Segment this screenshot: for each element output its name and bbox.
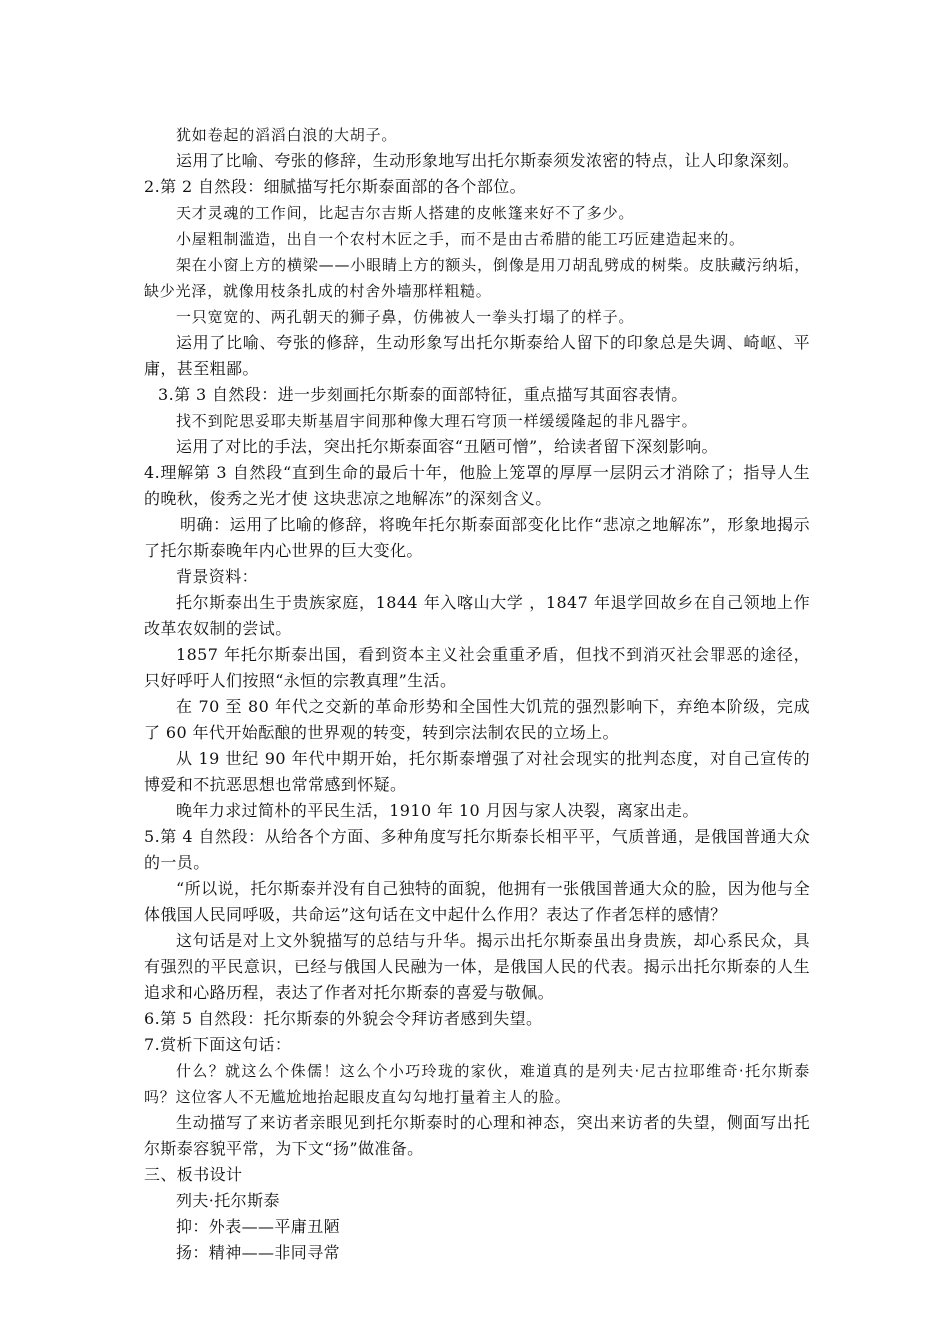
body-paragraph: 运用了对比的手法，突出托尔斯泰面容“丑陋可憎”，给读者留下深刻影响。 [176, 437, 718, 456]
body-paragraph: “所以说，托尔斯泰并没有自己独特的面貌，他拥有一张俄国普通大众的脸，因为他与全体俄国人民同呼吸，共命运”这句话在文中起什么作用？表达了作者怎样的感情？ [144, 879, 810, 924]
quoted-passage: 找不到陀思妥耶夫斯基眉宇间那种像大理石穹顶一样缓缓隆起的非凡器宇。 [176, 412, 698, 430]
quoted-passage: 一只宽宽的、两孔朝天的狮子鼻，仿佛被人一拳头打塌了的样子。 [176, 308, 635, 326]
body-paragraph: 这句话是对上文外貌描写的总结与升华。揭示出托尔斯泰虽出身贵族，却心系民众，具有强烈的平民意识，已经与俄国人民融为一体，是俄国人民的代表。揭示出托尔斯泰的人生追求和心路历程，表达了作者对托尔斯泰的喜爱与敬佩。 [144, 931, 810, 1002]
body-paragraph: 晚年力求过简朴的平民生活，1910 年 10 月因与家人决裂，离家出走。 [176, 801, 699, 820]
section-heading: 6.第 5 自然段：托尔斯泰的外貌会令拜访者感到失望。 [144, 1009, 543, 1028]
section-heading: 4.理解第 3 自然段“直到生命的最后十年，他脸上笼罩的厚厚一层阴云才消除了；指导人生的晚秋，俊秀之光才使 这块悲凉之地解冻”的深刻含义。 [144, 463, 810, 508]
body-paragraph: 在 70 至 80 年代之交新的革命形势和全国性大饥荒的强烈影响下，弃绝本阶级，完成了 60 年代开始酝酿的世界观的转变，转到宗法制农民的立场上。 [144, 697, 810, 742]
quoted-passage: 什么？就这么个侏儒！这么个小巧玲珑的家伙，难道真的是列夫·尼古拉耶维奇·托尔斯泰吗？这位客人不无尴尬地抬起眼皮直勾勾地打量着主人的脸。 [144, 1062, 810, 1106]
body-paragraph: 扬：精神——非同寻常 [176, 1243, 341, 1262]
body-paragraph: 托尔斯泰出生于贵族家庭，1844 年入喀山大学 ，1847 年退学回故乡在自己领地上作改革农奴制的尝试。 [144, 593, 810, 638]
body-paragraph: 背景资料： [176, 567, 259, 586]
section-heading: 3.第 3 自然段：进一步刻画托尔斯泰的面部特征，重点描写其面容表情。 [158, 385, 688, 404]
body-paragraph: 生动描写了来访者亲眼见到托尔斯泰时的心理和神态，突出来访者的失望，侧面写出托尔斯泰容貌平常，为下文“扬”做准备。 [144, 1113, 810, 1158]
quoted-passage: 小屋粗制滥造，出自一个农村木匠之手，而不是由古希腊的能工巧匠建造起来的。 [176, 230, 745, 248]
body-paragraph: 运用了比喻、夸张的修辞，生动形象地写出托尔斯泰须发浓密的特点，让人印象深刻。 [176, 151, 800, 170]
body-paragraph: 从 19 世纪 90 年代中期开始，托尔斯泰增强了对社会现实的批判态度，对自己宣传的博爱和不抗恶思想也常常感到怀疑。 [144, 749, 810, 794]
section-heading: 三、板书设计 [144, 1165, 243, 1184]
quoted-passage: 犹如卷起的滔滔白浪的大胡子。 [176, 126, 398, 144]
quoted-passage: 天才灵魂的工作间，比起吉尔吉斯人搭建的皮帐篷来好不了多少。 [176, 204, 635, 222]
body-paragraph: 运用了比喻、夸张的修辞，生动形象写出托尔斯泰给人留下的印象总是失调、崎岖、平庸，甚至粗鄙。 [144, 333, 810, 378]
body-paragraph: 1857 年托尔斯泰出国，看到资本主义社会重重矛盾，但找不到消灭社会罪恶的途径，只好呼吁人们按照“永恒的宗教真理”生活。 [144, 645, 810, 690]
body-paragraph: 抑：外表——平庸丑陋 [176, 1217, 341, 1236]
section-heading: 5.第 4 自然段：从给各个方面、多种角度写托尔斯泰长相平平，气质普通，是俄国普通大众的一员。 [144, 827, 810, 872]
body-paragraph: 明确：运用了比喻的修辞，将晚年托尔斯泰面部变化比作“悲凉之地解冻”，形象地揭示了托尔斯泰晚年内心世界的巨大变化。 [144, 515, 810, 560]
section-heading: 2.第 2 自然段：细腻描写托尔斯泰面部的各个部位。 [144, 177, 527, 196]
body-paragraph: 列夫·托尔斯泰 [176, 1191, 280, 1210]
quoted-passage: 架在小窗上方的横梁——小眼睛上方的额头，倒像是用刀胡乱劈成的树柴。皮肤藏污纳垢，缺少光泽，就像用枝条扎成的村舍外墙那样粗糙。 [144, 256, 810, 300]
document-body [144, 122, 810, 1266]
section-heading: 7.赏析下面这句话： [144, 1035, 292, 1054]
